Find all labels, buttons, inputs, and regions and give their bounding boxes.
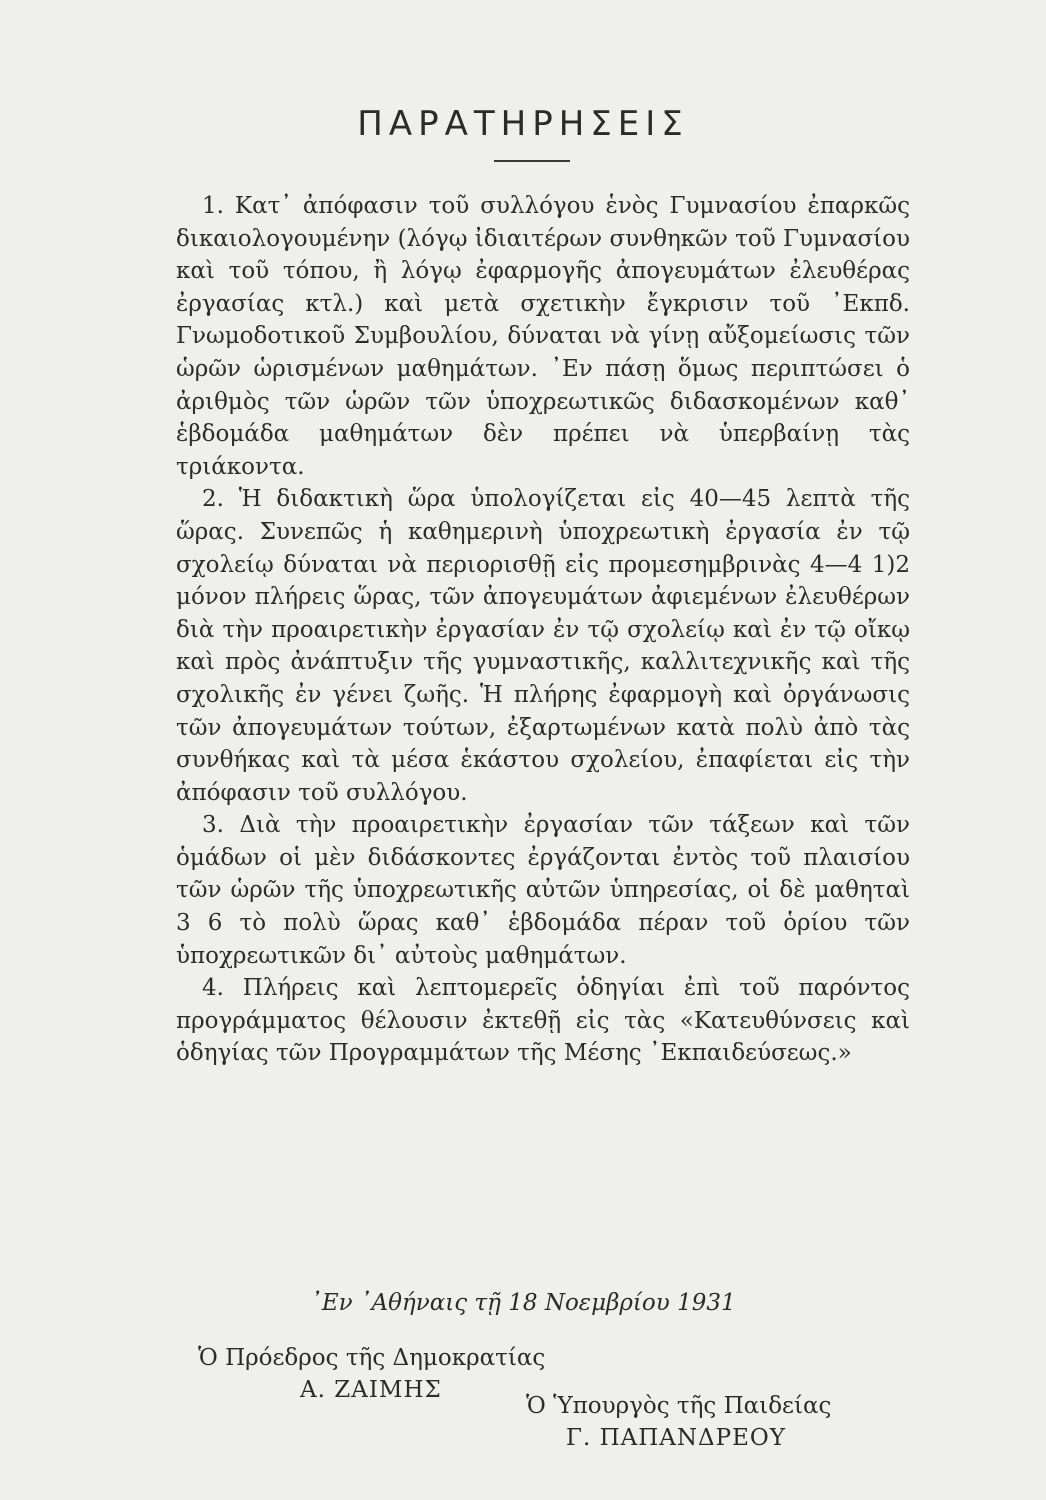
title-divider <box>494 160 570 162</box>
minister-name: Γ. ΠΑΠΑΝΔΡΕΟΥ <box>566 1425 786 1451</box>
observations-body <box>176 190 910 1070</box>
president-title: Ὁ Πρόεδρος τῆς Δημοκρατίας <box>198 1345 546 1371</box>
paragraph-3: 3. Διὰ τὴν προαιρετικὴν ἐργασίαν τῶν τάξεων καὶ τῶν ὁμάδων οἱ μὲν διδάσκοντες ἐργάζονται ἐντὸς τοῦ πλαισίου τῶν ὡρῶν τῆς ὑποχρεωτικῆς αὐτῶν ὑπηρεσίας, οἱ δὲ μαθηταὶ 3 6 τὸ πολὺ ὥρας καθ᾿ ἑβδομάδα πέραν τοῦ ὁρίου τῶν ὑποχρεωτικῶν δι᾿ αὐτοὺς μαθημάτων. <box>176 812 910 969</box>
minister-title: Ὁ Ὑπουργὸς τῆς Παιδείας <box>526 1393 832 1419</box>
president-name: Α. ΖΑΙΜΗΣ <box>300 1377 442 1403</box>
paragraph-1: 1. Κατ᾿ ἀπόφασιν τοῦ συλλόγου ἑνὸς Γυμνασίου ἐπαρκῶς δικαιολογουμένην (λόγῳ ἰδιαιτέρων συνθηκῶν τοῦ Γυμνασίου καὶ τοῦ τόπου, ἢ λόγῳ ἐφαρμογῆς ἀπογευμάτων ἐλευθέρας ἐργασίας κτλ.) καὶ μετὰ σχετικὴν ἔγκρισιν τοῦ ᾿Εκπδ. Γνωμοδοτικοῦ Συμβουλίου, δύναται νὰ γίνῃ αὔξομείωσις τῶν ὡρῶν ὡρισμένων μαθημάτων. ᾿Εν πάσῃ ὅμως περιπτώσει ὁ ἀριθμὸς τῶν ὡρῶν τῶν ὑποχρεωτικῶς διδασκομένων καθ᾿ ἑβδομάδα μαθημάτων δὲν πρέπει νὰ ὑπερβαίνῃ τὰς τριάκοντα. <box>176 193 910 480</box>
page-title: ΠΑΡΑΤΗΡΗΣΕΙΣ <box>357 104 689 144</box>
paragraph-4: 4. Πλήρεις καὶ λεπτομερεῖς ὁδηγίαι ἐπὶ τοῦ παρόντος προγράμματος θέλουσιν ἐκτεθῇ εἰς τὰς «Κατευθύνσεις καὶ ὁδηγίας τῶν Προγραμμάτων τῆς Μέσης ᾿Εκπαιδεύσεως.» <box>176 975 910 1067</box>
dateline: ᾿Εν ᾿Αθήναις τῇ 18 Νοεμβρίου 1931 <box>310 1290 736 1316</box>
paragraph-2: 2. Ἡ διδακτικὴ ὥρα ὑπολογίζεται εἰς 40—45 λεπτὰ τῆς ὥρας. Συνεπῶς ἡ καθημερινὴ ὑποχρεωτικὴ ἐργασία ἐν τῷ σχολείῳ δύναται νὰ περιορισθῇ εἰς προμεσημβρινὰς 4—4 1)2 μόνον πλήρεις ὥρας, τῶν ἀπογευμάτων ἀφιεμένων ἐλευθέρων διὰ τὴν προαιρετικὴν ἐργασίαν ἐν τῷ σχολείῳ καὶ ἐν τῷ οἴκῳ καὶ πρὸς ἀνάπτυξιν τῆς γυμναστικῆς, καλλιτεχνικῆς καὶ τῆς σχολικῆς ἐν γένει ζωῆς. Ἡ πλήρης ἐφαρμογὴ καὶ ὀργάνωσις τῶν ἀπογευμάτων τούτων, ἐξαρτωμένων κατὰ πολὺ ἀπὸ τὰς συνθήκας καὶ τὰ μέσα ἑκάστου σχολείου, ἐπαφίεται εἰς τὴν ἀπόφασιν τοῦ συλλόγου. <box>176 486 910 806</box>
